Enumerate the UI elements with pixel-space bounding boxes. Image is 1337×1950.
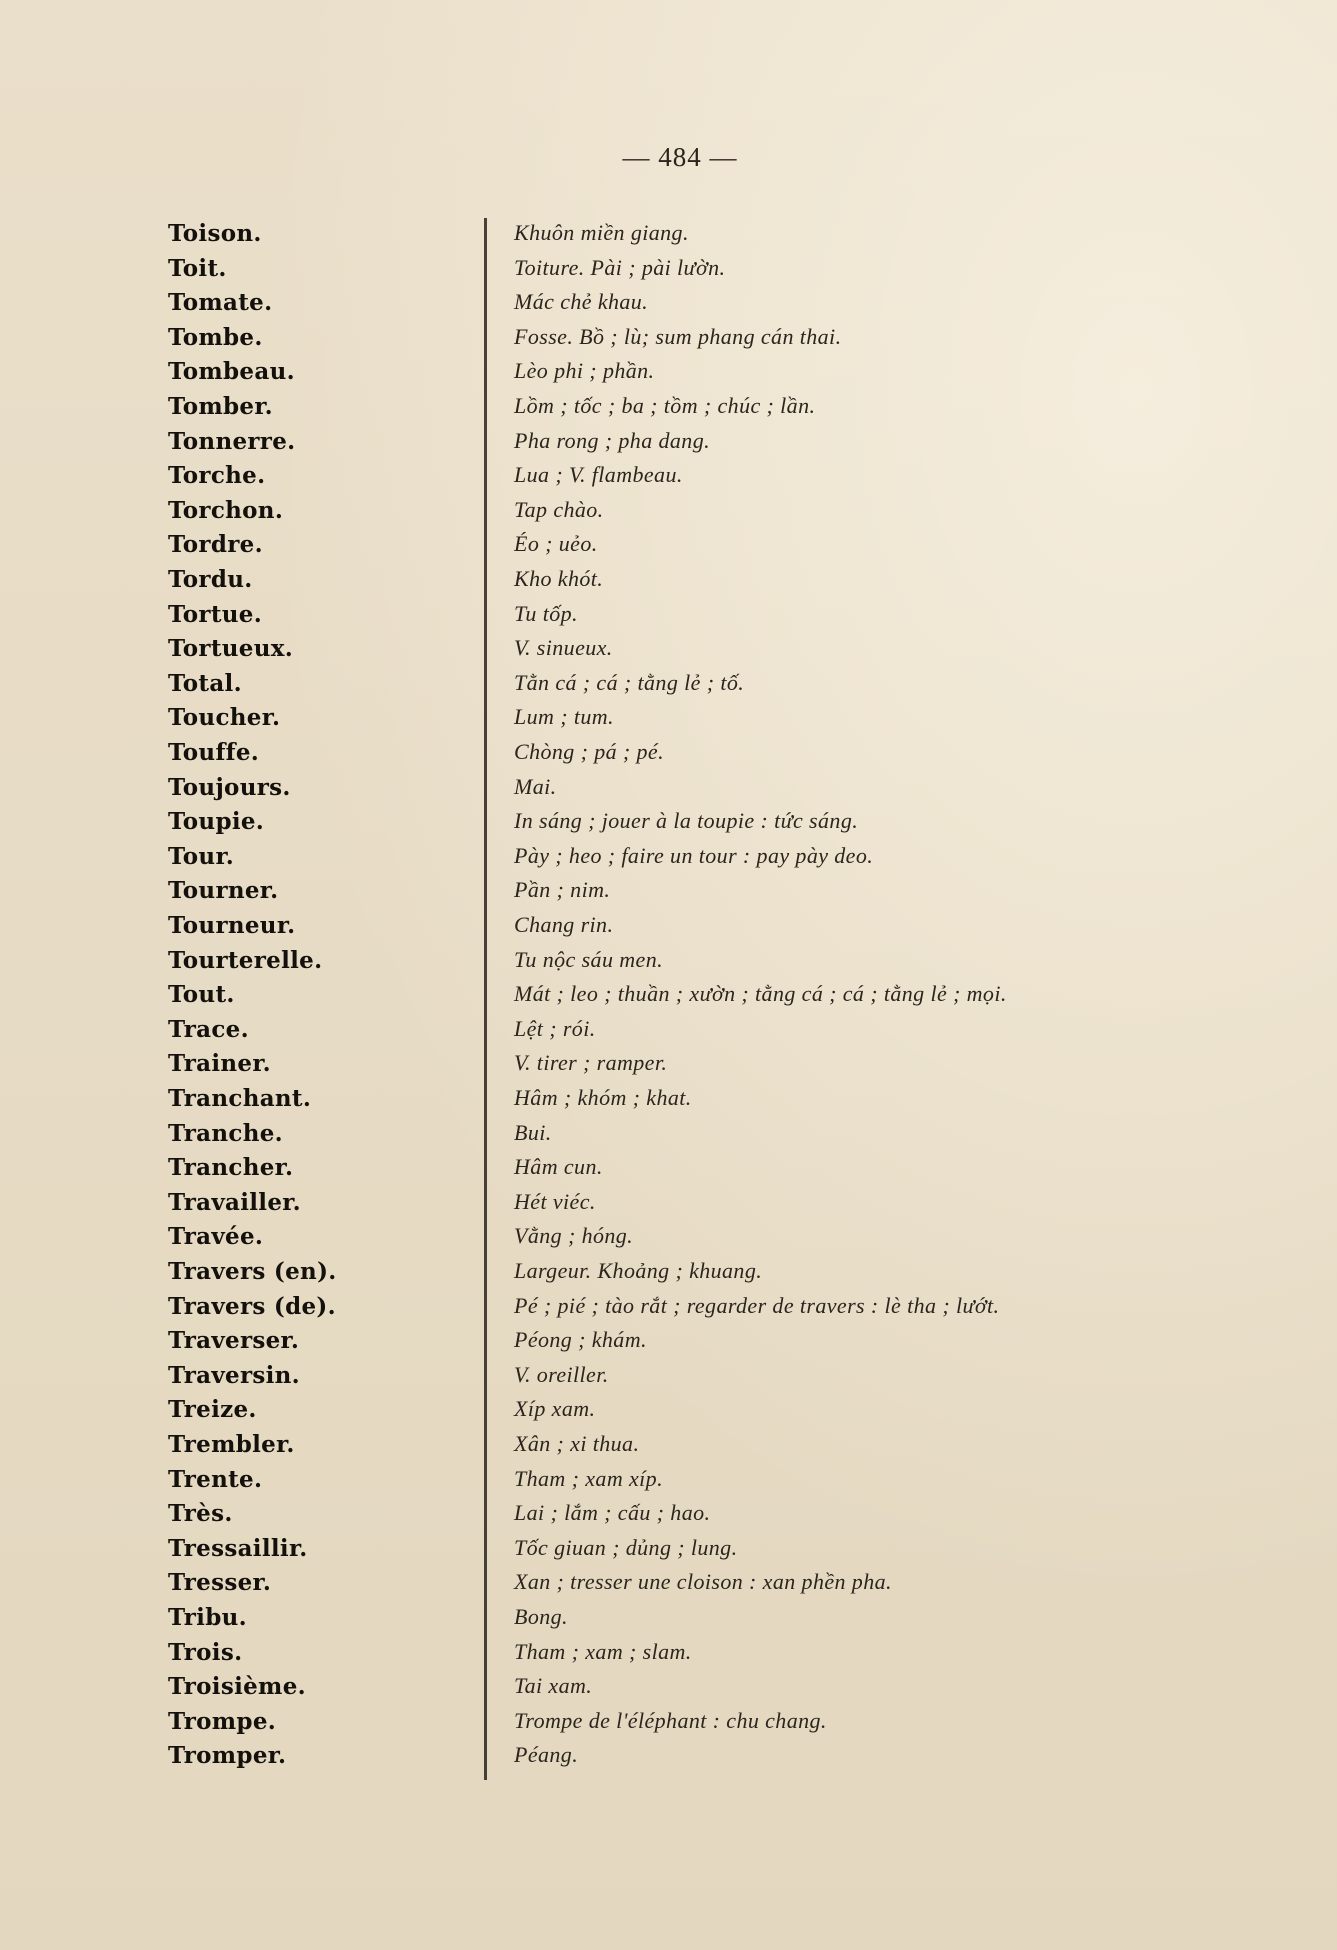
- entry-headword: Tresser.: [168, 1569, 272, 1597]
- entry-row: [0, 1048, 1337, 1082]
- entry-translation: Tham ; xam ; slam.: [514, 1638, 692, 1664]
- entry-translation: Largeur. Khoảng ; khuang.: [514, 1258, 763, 1283]
- entry-translation: Fosse. Bồ ; lù; sum phang cán thai.: [514, 323, 842, 349]
- entry-translation: Bong.: [514, 1604, 568, 1629]
- entry-translation: Tap chào.: [514, 496, 604, 522]
- entry-headword: Tordu.: [168, 566, 253, 593]
- entry-headword: Tortue.: [168, 600, 263, 628]
- entry-translation: Mai.: [514, 773, 557, 799]
- entry-headword: Tomate.: [168, 289, 273, 317]
- entry-headword: Torche.: [168, 462, 266, 490]
- entry-row: [0, 1187, 1337, 1221]
- entry-translation: Hâm cun.: [514, 1154, 603, 1180]
- entry-headword: Tourner.: [168, 877, 279, 905]
- entry-translation: Pày ; heo ; faire un tour : pay pày deo.: [514, 842, 874, 868]
- entry-row: [0, 1533, 1337, 1567]
- entry-headword: Très.: [168, 1500, 233, 1528]
- entry-row: [0, 218, 1337, 252]
- entry-translation: Pha rong ; pha dang.: [514, 427, 711, 453]
- entry-row: [0, 529, 1337, 563]
- entry-row: [0, 1014, 1337, 1048]
- entry-row: [0, 1221, 1337, 1255]
- entry-headword: Travers (en).: [168, 1258, 337, 1285]
- entry-headword: Trompe.: [168, 1707, 277, 1735]
- entry-translation: Bui.: [514, 1119, 552, 1145]
- entry-row: [0, 1256, 1337, 1290]
- entry-translation: Mác chẻ khau.: [514, 289, 649, 315]
- entry-translation: Tằn cá ; cá ; tằng lẻ ; tố.: [514, 669, 745, 695]
- entry-translation: Trompe de l'éléphant : chu chang.: [514, 1707, 827, 1733]
- entry-row: [0, 945, 1337, 979]
- entry-headword: Toupie.: [168, 808, 265, 836]
- entry-row: [0, 1706, 1337, 1740]
- entry-translation: Lệt ; rói.: [514, 1015, 596, 1041]
- entry-headword: Tortueux.: [168, 635, 294, 663]
- entry-translation: Xíp xam.: [514, 1396, 596, 1422]
- entry-headword: Trainer.: [168, 1050, 271, 1078]
- entry-headword: Total.: [168, 669, 242, 697]
- entry-headword: Trancher.: [168, 1154, 294, 1182]
- page-number: — 484 —: [622, 142, 738, 172]
- entry-row: [0, 426, 1337, 460]
- entry-headword: Trembler.: [168, 1431, 295, 1458]
- entry-row: [0, 1567, 1337, 1601]
- entry-headword: Trente.: [168, 1465, 263, 1493]
- entry-row: [0, 1671, 1337, 1705]
- entry-row: [0, 1740, 1337, 1774]
- entry-translation: Éo ; uẻo.: [514, 531, 598, 557]
- entry-translation: Mát ; leo ; thuần ; xườn ; tằng cá ; cá ; tằng lẻ ; mọi.: [514, 981, 1007, 1007]
- entry-row: [0, 702, 1337, 736]
- entry-row: [0, 599, 1337, 633]
- entry-row: [0, 841, 1337, 875]
- entry-translation: V. tirer ; ramper.: [514, 1050, 668, 1076]
- entry-headword: Trois.: [168, 1638, 243, 1666]
- entry-translation: Chòng ; pá ; pé.: [514, 739, 664, 764]
- entry-headword: Torchon.: [168, 496, 284, 524]
- entry-headword: Tribu.: [168, 1604, 247, 1631]
- entry-row: [0, 772, 1337, 806]
- entry-row: [0, 1360, 1337, 1394]
- entry-headword: Tressaillir.: [168, 1534, 308, 1562]
- entry-row: [0, 287, 1337, 321]
- entry-row: [0, 356, 1337, 390]
- entry-headword: Tourterelle.: [168, 946, 323, 974]
- entry-headword: Tonnerre.: [168, 427, 296, 455]
- entry-row: [0, 668, 1337, 702]
- entry-row: [0, 391, 1337, 425]
- entry-translation: Xan ; tresser une cloison : xan phền pha.: [514, 1569, 892, 1595]
- entry-row: [0, 1152, 1337, 1186]
- entry-row: [0, 979, 1337, 1013]
- entry-headword: Tromper.: [168, 1742, 287, 1770]
- entry-row: [0, 1118, 1337, 1152]
- entry-headword: Toit.: [168, 254, 227, 282]
- entry-translation: Pé ; pié ; tào rắt ; regarder de travers : lè tha ; lướt.: [514, 1292, 1000, 1318]
- entry-headword: Treize.: [168, 1396, 257, 1424]
- entry-row: [0, 1394, 1337, 1428]
- entry-translation: In sáng ; jouer à la toupie : tức sáng.: [514, 808, 859, 834]
- entry-headword: Troisième.: [168, 1673, 306, 1701]
- entry-row: [0, 806, 1337, 840]
- entry-translation: Péang.: [514, 1742, 579, 1768]
- entry-translation: Tham ; xam xíp.: [514, 1465, 663, 1491]
- entry-translation: Tu nộc sáu men.: [514, 946, 663, 972]
- entry-translation: Péong ; khám.: [514, 1327, 647, 1353]
- entry-row: [0, 1291, 1337, 1325]
- entry-translation: V. oreiller.: [514, 1361, 609, 1387]
- entry-row: [0, 253, 1337, 287]
- entry-translation: Tu tốp.: [514, 600, 578, 626]
- entry-row: [0, 1498, 1337, 1532]
- entry-row: [0, 737, 1337, 771]
- entry-row: [0, 910, 1337, 944]
- entry-row: [0, 564, 1337, 598]
- entry-headword: Tour.: [168, 842, 235, 870]
- entry-headword: Tranche.: [168, 1119, 283, 1147]
- entry-translation: Chang rin.: [514, 912, 614, 937]
- entry-headword: Tombe.: [168, 323, 263, 351]
- entry-headword: Toucher.: [168, 704, 281, 732]
- entry-headword: Touffe.: [168, 739, 260, 766]
- entry-headword: Traversin.: [168, 1361, 300, 1389]
- entry-translation: Kho khót.: [514, 566, 604, 591]
- entry-translation: Hét viéc.: [514, 1188, 596, 1214]
- entry-translation: Lèo phi ; phần.: [514, 358, 655, 384]
- entry-row: [0, 495, 1337, 529]
- entry-headword: Tombeau.: [168, 358, 295, 386]
- entry-translation: Lum ; tum.: [514, 704, 614, 730]
- entry-row: [0, 460, 1337, 494]
- entry-translation: Hâm ; khóm ; khat.: [514, 1085, 692, 1110]
- entry-translation: Tốc giuan ; dủng ; lung.: [514, 1534, 738, 1560]
- entry-translation: Xân ; xi thua.: [514, 1431, 640, 1456]
- entry-headword: Toujours.: [168, 773, 291, 801]
- entry-translation: Lai ; lắm ; cấu ; hao.: [514, 1500, 711, 1526]
- entry-row: [0, 633, 1337, 667]
- entry-row: [0, 1325, 1337, 1359]
- entry-headword: Trace.: [168, 1015, 249, 1043]
- entry-row: [0, 1464, 1337, 1498]
- entry-headword: Toison.: [168, 220, 262, 247]
- entry-headword: Traverser.: [168, 1327, 300, 1355]
- entry-translation: Toiture. Pài ; pài lườn.: [514, 254, 726, 280]
- entry-headword: Tranchant.: [168, 1085, 312, 1112]
- entry-row: [0, 1083, 1337, 1117]
- entry-translation: Vằng ; hóng.: [514, 1223, 634, 1249]
- entry-row: [0, 1602, 1337, 1636]
- entry-translation: Pần ; nim.: [514, 877, 611, 903]
- entry-translation: Lồm ; tốc ; ba ; tồm ; chúc ; lần.: [514, 393, 816, 418]
- entry-row: [0, 1637, 1337, 1671]
- entry-translation: Tai xam.: [514, 1673, 593, 1699]
- entry-headword: Tourneur.: [168, 912, 296, 939]
- entry-headword: Travée.: [168, 1223, 264, 1251]
- entry-translation: V. sinueux.: [514, 635, 613, 661]
- entry-row: [0, 875, 1337, 909]
- entry-headword: Travailler.: [168, 1188, 301, 1216]
- entry-headword: Tomber.: [168, 393, 273, 420]
- entry-translation: Khuôn miền giang.: [514, 220, 689, 245]
- entry-translation: Lua ; V. flambeau.: [514, 462, 683, 488]
- entry-headword: Travers (de).: [168, 1292, 336, 1320]
- entry-row: [0, 1429, 1337, 1463]
- entry-headword: Tout.: [168, 981, 235, 1009]
- entry-headword: Tordre.: [168, 531, 263, 559]
- entry-row: [0, 322, 1337, 356]
